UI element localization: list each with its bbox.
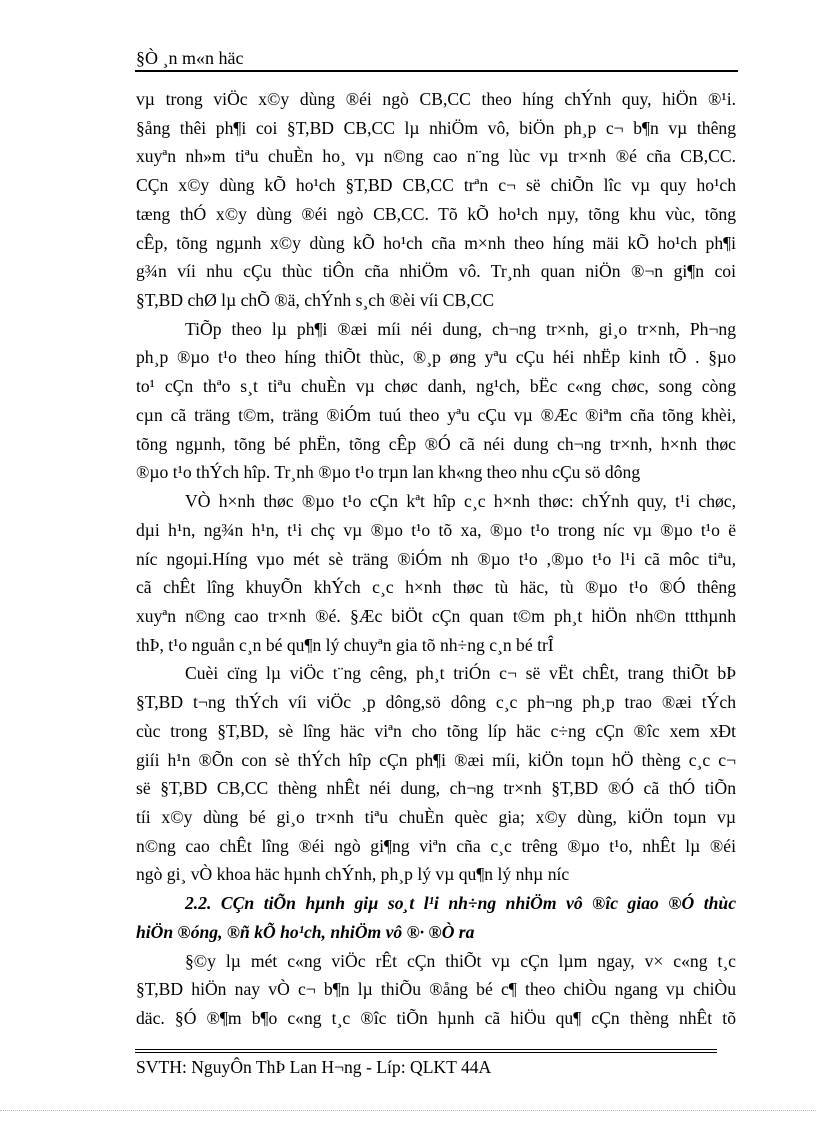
body-text-line: §T,BD hiÖn nay vÒ c¬ b¶n lµ thiÕu ®ång bé c¶ theo chiÒu ngang vµ chiÒu	[136, 979, 736, 1000]
body-text-line: ph¸p ®µo t¹o theo híng thiÕt thùc, ®¸p øng yªu cÇu héi nhËp kinh tÕ . §µo	[136, 347, 736, 368]
body-text-line: tíi x©y dùng bé gi¸o tr×nh tiªu chuÈn quèc gia; x©y dùng, kiÖn toµn vµ	[136, 807, 736, 827]
body-text-line: §T,BD chØ lµ chÕ ®ä, chÝnh s¸ch ®èi víi CB,CC	[136, 290, 495, 311]
body-text-line: cÊp, tõng ngµnh x©y dùng kÕ ho¹ch cña m×nh theo híng mäi kÕ ho¹ch ph¶i	[136, 232, 736, 253]
body-text-line: së §T,BD CB,CC thèng nhÊt néi dung, ch¬ng tr×nh §T,BD ®Ó cã thÓ tiÕn	[136, 778, 736, 799]
body-text-line: §©y lµ mét c«ng viÖc rÊt cÇn thiÕt vµ cÇn lµm ngay, v× c«ng t¸c	[185, 950, 736, 971]
footer-text: SVTH: NguyÔn ThÞ Lan H¬ng - Líp: QLKT 44A	[136, 1057, 492, 1077]
body-text-line: §T,BD t¬ng thÝch víi viÖc ¸p dông,sö dông c¸c ph¬ng ph¸p trao ®æi tÝch	[136, 692, 736, 713]
body-text-line: tæng thÓ x©y dùng ®éi ngò CB,CC. Tõ kÕ ho¹ch nµy, tõng khu vùc, tõng	[136, 203, 736, 224]
body-text-line: cùc trong §T,BD, sè lîng häc viªn cho tõng líp häc c÷ng cÇn ®îc xem xÐt	[136, 720, 736, 741]
body-text-line: dµi h¹n, ng¾n h¹n, t¹i chç vµ ®µo t¹o tõ xa, ®µo t¹o trong níc vµ ®µo t¹o ë	[136, 519, 736, 540]
body-text-line: giíi h¹n ®Õn con sè thÝch hîp cÇn ph¶i ®æi míi, kiÖn toµn hÖ thèng c¸c c¬	[136, 749, 736, 770]
page-header-title: §Ò ¸n m«n häc	[136, 48, 244, 68]
body-text-line: xuyªn n©ng cao tr×nh ®é. §Æc biÖt cÇn quan t©m ph¸t hiÖn nh©n ttthµnh	[136, 605, 736, 626]
body-text-line: thÞ, t¹o nguån c¸n bé qu¶n lý chuyªn gia tõ nh÷ng c¸n bé trÎ	[136, 634, 554, 655]
body-text-line: CÇn x©y dùng kÕ ho¹ch §T,BD CB,CC trªn c¬ së chiÕn lîc vµ quy ho¹ch	[136, 175, 736, 196]
body-text-line: níc ngoµi.Híng vµo mét sè träng ®iÓm nh ®µo t¹o ,®µo t¹o l¹i cã môc tiªu,	[136, 548, 736, 569]
section-heading-line: hiÖn ®óng, ®ñ kÕ ho¹ch, nhiÖm vô ®· ®Ò ra	[136, 921, 475, 942]
body-text-line: xuyªn nh»m tiªu chuÈn ho¸ vµ n©ng cao n¨ng lùc vµ tr×nh ®é cña CB,CC.	[136, 146, 736, 167]
body-text-line: cã chÊt lîng khuyÕn khÝch c¸c h×nh thøc tù häc, tù ®µo t¹o ®Ó thêng	[136, 577, 736, 598]
body-text-line: VÒ h×nh thøc ®µo t¹o cÇn kªt hîp c¸c h×nh thøc: chÝnh quy, t¹i chøc,	[185, 491, 736, 512]
section-heading-line: 2.2. CÇn tiÕn hµnh giµ so¸t l¹i nh÷ng nhiÖm vô ®îc giao ®Ó thùc	[185, 893, 736, 914]
body-text-line: to¹ cÇn thªo s¸t tiªu chuÈn vµ chøc danh, ng¹ch, bËc c«ng chøc, song còng	[136, 376, 736, 397]
body-text-line: cµn cã träng t©m, träng ®iÓm tuú theo yªu cÇu vµ ®Æc ®iªm cña tõng khèi,	[136, 404, 736, 425]
body-text-line: g¾n víi nhu cÇu thùc tiÔn cña nhiÖm vô. Tr¸nh quan niÖn ®¬n gi¶n coi	[136, 261, 736, 282]
body-text-line: n©ng cao chÊt lîng ®éi ngò gi¶ng viªn cña c¸c trêng ®µo t¹o, nhÊt lµ ®éi	[136, 835, 736, 856]
footer-rule	[135, 1049, 717, 1053]
body-text-line: tõng ngµnh, tõng bé phËn, tõng cÊp ®Ó cã néi dung ch¬ng tr×nh, h×nh thøc	[136, 433, 736, 454]
body-text-line: §ång thêi ph¶i coi §T,BD CB,CC lµ nhiÖm vô, biÖn ph¸p c¬ b¶n vµ thêng	[136, 117, 736, 138]
body-text-line: ngò gi¸ vÒ khoa häc hµnh chÝnh, ph¸p lý vµ qu¶n lý nhµ níc	[136, 864, 570, 885]
header-rule	[135, 70, 738, 72]
body-text-line: Cuèi cïng lµ viÖc t¨ng cêng, ph¸t triÓn c¬ së vËt chÊt, trang thiÕt bÞ	[185, 663, 736, 684]
body-text-line: ®µo t¹o thÝch hîp. Tr¸nh ®µo t¹o trµn lan kh«ng theo nhu cÇu sö dông	[136, 462, 641, 483]
page-boundary	[0, 1110, 816, 1111]
body-text-line: TiÕp theo lµ ph¶i ®æi míi néi dung, ch¬ng tr×nh, gi¸o tr×nh, Ph¬ng	[185, 318, 736, 339]
body-text-line: däc. §Ó ®¶m b¶o c«ng t¸c ®îc tiÕn hµnh cã hiÖu qu¶ cÇn thèng nhÊt tõ	[136, 1008, 736, 1029]
body-text-line: vµ trong viÖc x©y dùng ®éi ngò CB,CC theo híng chÝnh quy, hiÖn ®¹i.	[136, 89, 736, 109]
